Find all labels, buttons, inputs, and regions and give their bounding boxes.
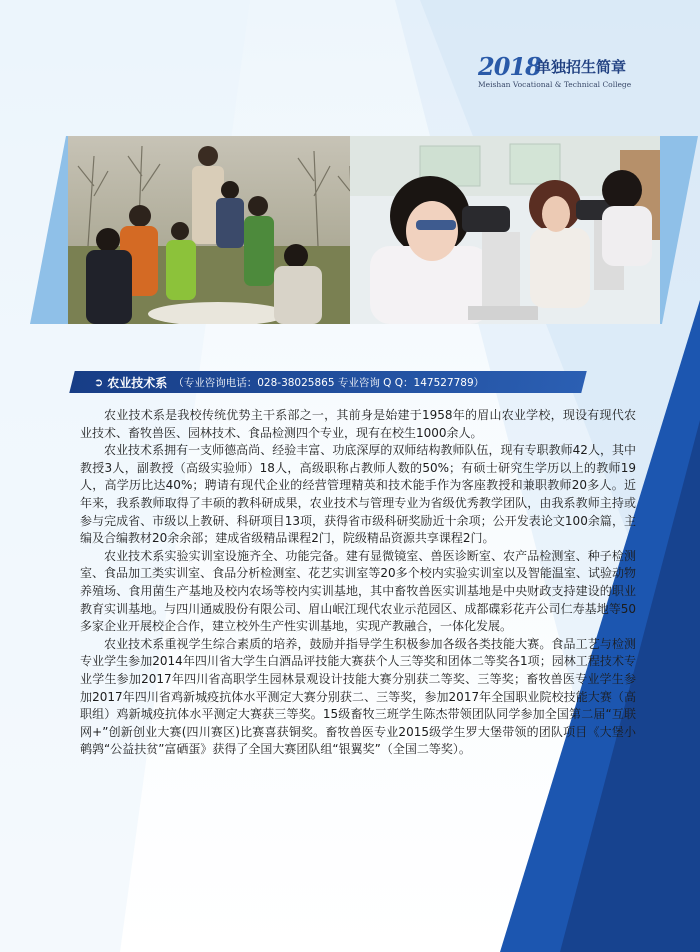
circle-arrow-icon: ➲ xyxy=(94,375,104,389)
paragraph-intro: 农业技术系是我校传统优势主干系部之一，其前身是始建于1958年的眉山农业学校，现设有现代农业技术、畜牧兽医、园林技术、食品检测四个专业，现有在校生1000余人。 xyxy=(80,408,636,440)
logo-title: 单独招生简章 xyxy=(536,58,627,76)
college-name-english: Meishan Vocational & Technical College xyxy=(478,80,632,89)
section-title: 农业技术系 xyxy=(107,375,168,390)
logo-year: 2018 xyxy=(478,52,541,81)
students-microscope-photo xyxy=(350,136,660,324)
paragraph-awards: 农业技术系重视学生综合素质的培养，鼓励并指导学生积极参加各级各类技能大赛。食品工艺与检测专业学生参加2014年四川省大学生白酒品评技能大赛获个人三等奖和团体二等奖各1项；园林工程技术专业学生参加2017年四川省高职学生园林景观设计技能大赛分别获二等奖、三等奖；畜牧兽医专业学生参加2017年四川省鸡新城疫抗体水平测定大赛分别获二、三等奖，参加2017年全国职业院校技能大赛（高职组）鸡新城疫抗体水平测定大赛获三等奖。15级畜牧三班学生陈杰带领团队同学参加全国第二届“互联网+”创新创业大赛(四川赛区)比赛喜获铜奖。畜牧兽医专业2015级学生罗大堡带领的团队项目《大堡小鹌鹑“公益扶贫”富硒蛋》获得了全国大赛团队组“银翼奖”（全国二等奖）。 xyxy=(80,636,636,757)
brand-header xyxy=(478,52,648,92)
section-contact: （专业咨询电话：028-38025865 专业咨询 Q Q：147527789） xyxy=(173,376,485,389)
section-header xyxy=(80,371,600,393)
paragraph-facilities: 农业技术系实验实训室设施齐全、功能完备。建有显微镜室、兽医诊断室、农产品检测室、种子检测室、食品加工类实训室、食品分析检测室、花艺实训室等20多个校内实验实训室以及智能温室、试验动物养殖场、食用菌生产基地及校内农场等校内实训基地，其中畜牧兽医实训基地是中央财政支持建设的职业教育实训基地。与四川通威股份有限公司、眉山岷江现代农业示范园区、成都碟彩花卉公司仁寿基地等50多家企业开展校企合作，建立校外生产性实训基地，实现产教融合，一体化发展。 xyxy=(80,548,636,634)
photo-band xyxy=(30,136,698,324)
department-description xyxy=(80,407,636,759)
paragraph-faculty: 农业技术系拥有一支师德高尚、经验丰富、功底深厚的双师结构教师队伍，现有专职教师42人，其中教授3人，副教授（高级实验师）18人，高级职称占教师人数的50%；有硕士研究生学历以上的教师19人，高学历比达40%；聘请有现代企业的经营管理精英和技术能手作为客座教授和兼职教师20多人。近年来，我系教师取得了丰硕的教科研成果，农业技术与管理专业为省级优秀教学团队，由我系教师主持或参与完成省、市级以上教研、科研项目13项，获得省市级科研奖励近十余项；公开发表论文100余篇，主编及合编教材20余余部；建成省级精品课程2门，院级精品资源共享课程2门。 xyxy=(80,443,636,546)
students-outdoor-photo xyxy=(68,136,368,324)
